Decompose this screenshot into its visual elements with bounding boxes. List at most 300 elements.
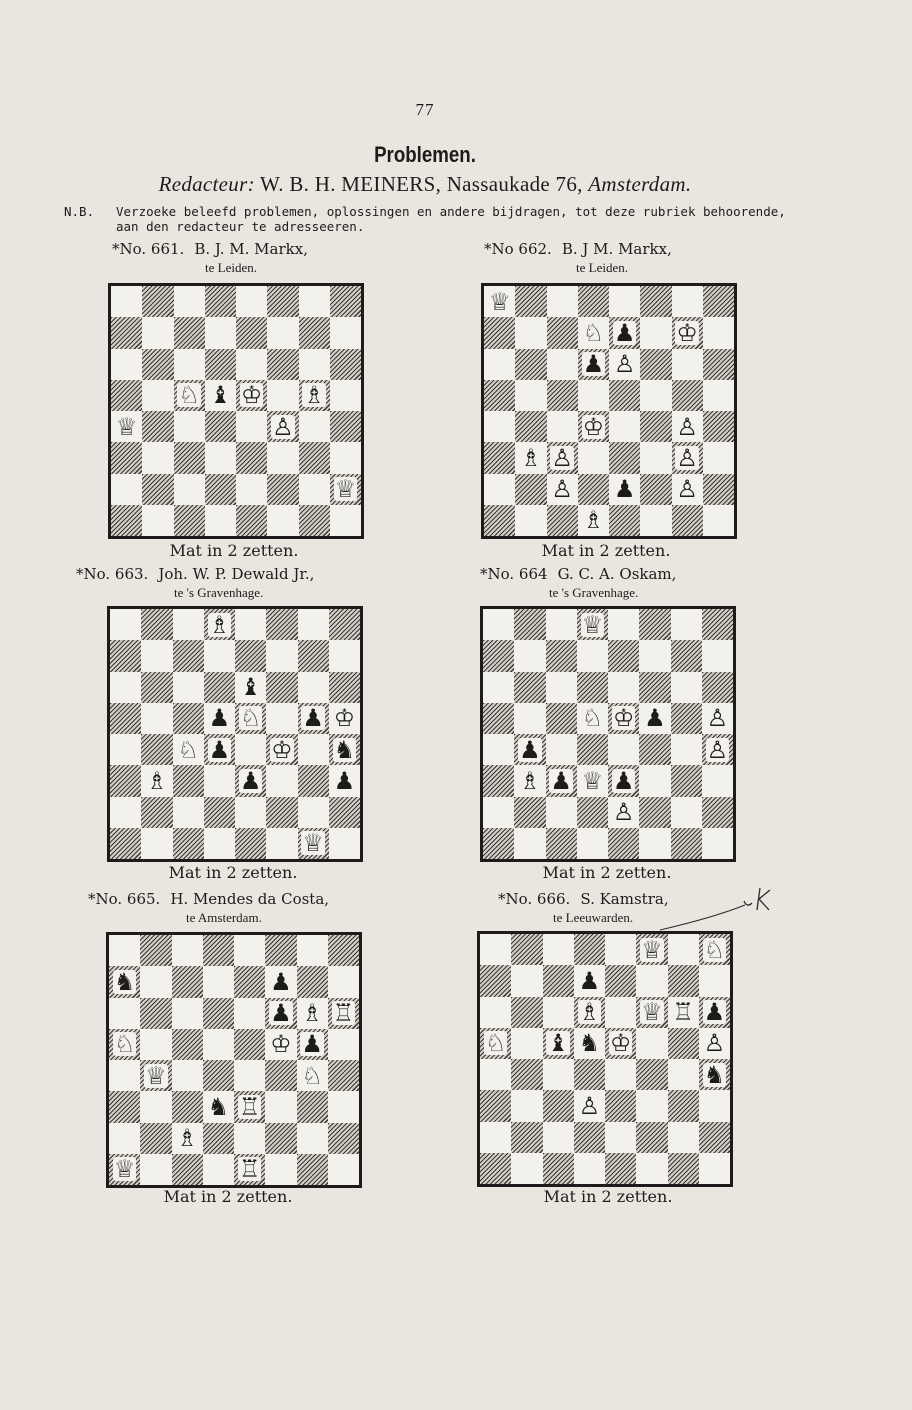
board-square bbox=[234, 966, 265, 997]
board-square bbox=[172, 935, 203, 966]
board-square bbox=[172, 966, 203, 997]
board-square bbox=[483, 765, 514, 796]
problem-town: te Leiden. bbox=[205, 260, 257, 275]
white-pawn-icon: ♙ bbox=[676, 412, 698, 441]
board-square bbox=[299, 380, 330, 411]
board-square bbox=[297, 1060, 328, 1091]
board-square bbox=[140, 1060, 171, 1091]
board-square bbox=[173, 703, 204, 734]
board-square bbox=[671, 734, 702, 765]
black-pawn-icon: ♟ bbox=[519, 735, 541, 764]
board-square bbox=[142, 286, 173, 317]
board-square bbox=[265, 1154, 296, 1185]
board-square bbox=[668, 1028, 699, 1059]
board-square bbox=[578, 317, 609, 348]
board-square bbox=[672, 349, 703, 380]
board-square bbox=[547, 317, 578, 348]
board-square bbox=[109, 1029, 140, 1060]
board-square bbox=[609, 442, 640, 473]
board-square bbox=[173, 765, 204, 796]
board-square bbox=[578, 349, 609, 380]
board-square bbox=[329, 609, 360, 640]
board-square bbox=[546, 734, 577, 765]
board-square bbox=[265, 1123, 296, 1154]
board-square bbox=[204, 734, 235, 765]
board-square bbox=[515, 505, 546, 536]
board-square bbox=[173, 672, 204, 703]
problem-header bbox=[112, 240, 372, 258]
board-square bbox=[330, 317, 361, 348]
board-square bbox=[574, 1028, 605, 1059]
board-square bbox=[609, 317, 640, 348]
board-square bbox=[298, 797, 329, 828]
board-square bbox=[172, 998, 203, 1029]
white-king-icon: ♔ bbox=[240, 381, 263, 410]
board-square bbox=[328, 1154, 359, 1185]
board-square bbox=[639, 765, 670, 796]
board-square bbox=[109, 998, 140, 1029]
board-square bbox=[110, 703, 141, 734]
board-square bbox=[547, 505, 578, 536]
board-square bbox=[672, 286, 703, 317]
board-square bbox=[265, 1029, 296, 1060]
black-knight-icon: ♞ bbox=[333, 735, 356, 764]
board-square bbox=[543, 1028, 574, 1059]
board-square bbox=[703, 349, 734, 380]
board-square bbox=[205, 505, 236, 536]
white-pawn-icon: ♙ bbox=[612, 798, 635, 827]
board-square bbox=[703, 380, 734, 411]
board-square bbox=[142, 442, 173, 473]
board-square bbox=[699, 1153, 730, 1184]
board-square bbox=[480, 1028, 511, 1059]
board-square bbox=[174, 411, 205, 442]
board-square bbox=[109, 1091, 140, 1122]
board-square bbox=[299, 411, 330, 442]
board-square bbox=[299, 317, 330, 348]
white-bishop-icon: ♗ bbox=[520, 443, 542, 472]
board-square bbox=[514, 672, 545, 703]
black-pawn-icon: ♟ bbox=[270, 967, 292, 996]
board-square bbox=[111, 286, 142, 317]
white-rook-icon: ♖ bbox=[672, 998, 694, 1027]
board-square bbox=[174, 442, 205, 473]
board-square bbox=[205, 442, 236, 473]
problem-town: te Leeuwarden. bbox=[553, 910, 634, 925]
board-square bbox=[639, 703, 670, 734]
board-square bbox=[173, 797, 204, 828]
board-square bbox=[235, 734, 266, 765]
board-square bbox=[235, 828, 266, 859]
board-square bbox=[111, 505, 142, 536]
white-rook-icon: ♖ bbox=[238, 1092, 261, 1121]
board-square bbox=[484, 286, 515, 317]
board-square bbox=[511, 1090, 542, 1121]
board-square bbox=[111, 380, 142, 411]
board-square bbox=[141, 828, 172, 859]
board-square bbox=[515, 380, 546, 411]
note-text: Verzoeke beleefd problemen, oplossingen en andere bijdragen, tot deze rubriek behoorende, aan den redacteur te adresseeren. bbox=[116, 204, 786, 234]
board-square bbox=[484, 474, 515, 505]
board-square bbox=[109, 1154, 140, 1185]
board-square bbox=[605, 934, 636, 965]
board-square bbox=[203, 935, 234, 966]
board-square bbox=[204, 765, 235, 796]
problem-number: *No. 665. bbox=[88, 890, 161, 908]
black-pawn-icon: ♟ bbox=[703, 998, 726, 1027]
board-square bbox=[546, 828, 577, 859]
board-square bbox=[514, 828, 545, 859]
board-square bbox=[703, 286, 734, 317]
board-square bbox=[605, 997, 636, 1028]
problem-number: *No 662. bbox=[484, 240, 552, 258]
board-square bbox=[547, 474, 578, 505]
board-square bbox=[172, 1060, 203, 1091]
board-square bbox=[640, 317, 671, 348]
board-square bbox=[609, 411, 640, 442]
board-square bbox=[574, 997, 605, 1028]
board-square bbox=[703, 474, 734, 505]
board-square bbox=[608, 672, 639, 703]
board-square bbox=[235, 703, 266, 734]
board-square bbox=[636, 1028, 667, 1059]
black-pawn-icon: ♟ bbox=[644, 704, 666, 733]
board-square bbox=[142, 474, 173, 505]
board-square bbox=[174, 317, 205, 348]
white-queen-icon: ♕ bbox=[334, 475, 357, 504]
board-square bbox=[236, 411, 267, 442]
white-queen-icon: ♕ bbox=[302, 829, 324, 858]
board-square bbox=[141, 640, 172, 671]
black-pawn-icon: ♟ bbox=[301, 1030, 323, 1059]
board-square bbox=[546, 609, 577, 640]
board-square bbox=[672, 317, 703, 348]
board-square bbox=[298, 640, 329, 671]
board-square bbox=[140, 966, 171, 997]
white-knight-icon: ♘ bbox=[582, 318, 605, 347]
problem-number: *No. 666. bbox=[498, 890, 571, 908]
board-square bbox=[204, 797, 235, 828]
board-square bbox=[236, 317, 267, 348]
white-bishop-icon: ♗ bbox=[582, 506, 605, 535]
board-square bbox=[235, 640, 266, 671]
board-square bbox=[234, 1029, 265, 1060]
black-pawn-icon: ♟ bbox=[613, 318, 636, 347]
white-bishop-icon: ♗ bbox=[176, 1124, 198, 1153]
board-square bbox=[483, 609, 514, 640]
board-square bbox=[205, 349, 236, 380]
board-square bbox=[266, 797, 297, 828]
board-square bbox=[266, 672, 297, 703]
board-square bbox=[330, 349, 361, 380]
board-square bbox=[577, 609, 608, 640]
board-square bbox=[236, 442, 267, 473]
board-square bbox=[672, 505, 703, 536]
board-square bbox=[671, 703, 702, 734]
problem-caption: Mat in 2 zetten. bbox=[541, 541, 671, 560]
board-square bbox=[267, 474, 298, 505]
white-knight-icon: ♘ bbox=[581, 704, 604, 733]
board-square bbox=[235, 765, 266, 796]
board-square bbox=[110, 640, 141, 671]
board-square bbox=[703, 505, 734, 536]
board-square bbox=[329, 828, 360, 859]
board-square bbox=[636, 1059, 667, 1090]
board-square bbox=[328, 1091, 359, 1122]
board-square bbox=[236, 380, 267, 411]
board-square bbox=[511, 1028, 542, 1059]
board-square bbox=[298, 703, 329, 734]
board-square bbox=[329, 797, 360, 828]
board-square bbox=[299, 442, 330, 473]
board-square bbox=[672, 474, 703, 505]
board-square bbox=[109, 966, 140, 997]
board-square bbox=[514, 640, 545, 671]
chess-board bbox=[106, 932, 362, 1188]
board-square bbox=[702, 609, 733, 640]
problem-header bbox=[480, 565, 740, 583]
white-bishop-icon: ♗ bbox=[303, 381, 325, 410]
board-square bbox=[699, 997, 730, 1028]
board-square bbox=[174, 474, 205, 505]
board-square bbox=[173, 734, 204, 765]
white-knight-icon: ♘ bbox=[703, 935, 726, 964]
board-square bbox=[605, 965, 636, 996]
board-square bbox=[329, 734, 360, 765]
board-square bbox=[609, 286, 640, 317]
board-square bbox=[609, 380, 640, 411]
board-square bbox=[234, 1123, 265, 1154]
problem-number: *No. 664 bbox=[480, 565, 548, 583]
black-bishop-icon: ♝ bbox=[209, 381, 232, 410]
editor-line bbox=[0, 172, 850, 197]
board-square bbox=[702, 734, 733, 765]
board-square bbox=[298, 828, 329, 859]
board-square bbox=[267, 349, 298, 380]
board-square bbox=[578, 442, 609, 473]
board-square bbox=[578, 411, 609, 442]
board-square bbox=[546, 765, 577, 796]
board-square bbox=[480, 1153, 511, 1184]
board-square bbox=[330, 505, 361, 536]
board-square bbox=[574, 1153, 605, 1184]
problem-composer: B. J M. Markx, bbox=[561, 240, 672, 258]
white-knight-icon: ♘ bbox=[178, 381, 200, 410]
black-pawn-icon: ♟ bbox=[612, 766, 635, 795]
white-pawn-icon: ♙ bbox=[706, 704, 729, 733]
board-square bbox=[577, 828, 608, 859]
problem-caption: Mat in 2 zetten. bbox=[543, 1187, 673, 1206]
black-knight-icon: ♞ bbox=[578, 1029, 601, 1058]
board-square bbox=[140, 1091, 171, 1122]
board-square bbox=[483, 797, 514, 828]
board-square bbox=[266, 609, 297, 640]
board-square bbox=[329, 765, 360, 796]
board-square bbox=[514, 703, 545, 734]
board-square bbox=[514, 734, 545, 765]
problem-composer: Joh. W. P. Dewald Jr., bbox=[158, 565, 315, 583]
board-square bbox=[141, 703, 172, 734]
board-square bbox=[608, 765, 639, 796]
board-square bbox=[639, 672, 670, 703]
board-square bbox=[640, 349, 671, 380]
problem-composer: B. J. M. Markx, bbox=[194, 240, 308, 258]
board-square bbox=[110, 734, 141, 765]
board-square bbox=[142, 411, 173, 442]
board-square bbox=[484, 349, 515, 380]
white-bishop-icon: ♗ bbox=[208, 610, 231, 639]
white-knight-icon: ♘ bbox=[484, 1029, 507, 1058]
board-square bbox=[203, 1091, 234, 1122]
board-square bbox=[328, 998, 359, 1029]
board-square bbox=[608, 640, 639, 671]
board-square bbox=[480, 965, 511, 996]
board-square bbox=[640, 380, 671, 411]
problem-caption: Mat in 2 zetten. bbox=[163, 1187, 293, 1206]
board-square bbox=[174, 349, 205, 380]
board-square bbox=[330, 411, 361, 442]
white-queen-icon: ♕ bbox=[641, 998, 663, 1027]
board-square bbox=[329, 703, 360, 734]
problem-composer: H. Mendes da Costa, bbox=[170, 890, 330, 908]
black-knight-icon: ♞ bbox=[703, 1060, 726, 1089]
board-square bbox=[605, 1122, 636, 1153]
black-knight-icon: ♞ bbox=[207, 1092, 230, 1121]
board-square bbox=[668, 1153, 699, 1184]
board-square bbox=[639, 797, 670, 828]
board-square bbox=[702, 703, 733, 734]
problem-composer: S. Kamstra, bbox=[580, 890, 669, 908]
board-square bbox=[515, 317, 546, 348]
board-square bbox=[204, 703, 235, 734]
white-king-icon: ♔ bbox=[271, 735, 293, 764]
board-square bbox=[577, 672, 608, 703]
white-queen-icon: ♕ bbox=[115, 412, 138, 441]
board-square bbox=[172, 1154, 203, 1185]
board-square bbox=[204, 640, 235, 671]
board-square bbox=[266, 640, 297, 671]
board-square bbox=[266, 734, 297, 765]
board-square bbox=[111, 349, 142, 380]
white-pawn-icon: ♙ bbox=[578, 1091, 601, 1120]
white-rook-icon: ♖ bbox=[332, 999, 355, 1028]
black-pawn-icon: ♟ bbox=[302, 704, 324, 733]
board-square bbox=[267, 442, 298, 473]
board-square bbox=[174, 286, 205, 317]
problem-header bbox=[88, 890, 348, 908]
board-square bbox=[577, 734, 608, 765]
board-square bbox=[329, 640, 360, 671]
board-square bbox=[142, 349, 173, 380]
board-square bbox=[577, 797, 608, 828]
board-square bbox=[672, 442, 703, 473]
board-square bbox=[543, 934, 574, 965]
board-square bbox=[265, 966, 296, 997]
board-square bbox=[511, 1059, 542, 1090]
editor-street: Nassaukade 76, bbox=[446, 172, 583, 196]
black-pawn-icon: ♟ bbox=[550, 766, 572, 795]
board-square bbox=[328, 935, 359, 966]
board-square bbox=[702, 828, 733, 859]
board-square bbox=[299, 474, 330, 505]
editor-name: W. B. H. MEINERS, bbox=[260, 172, 442, 196]
board-square bbox=[142, 380, 173, 411]
board-square bbox=[483, 828, 514, 859]
white-queen-icon: ♕ bbox=[113, 1155, 136, 1184]
board-square bbox=[110, 672, 141, 703]
board-square bbox=[299, 349, 330, 380]
board-square bbox=[671, 640, 702, 671]
white-knight-icon: ♘ bbox=[113, 1030, 136, 1059]
board-square bbox=[330, 442, 361, 473]
board-square bbox=[297, 1154, 328, 1185]
board-square bbox=[173, 609, 204, 640]
board-square bbox=[514, 765, 545, 796]
white-knight-icon: ♘ bbox=[177, 735, 199, 764]
board-square bbox=[543, 997, 574, 1028]
board-square bbox=[511, 997, 542, 1028]
board-square bbox=[298, 609, 329, 640]
black-knight-icon: ♞ bbox=[113, 967, 136, 996]
problem-caption: Mat in 2 zetten. bbox=[542, 863, 672, 882]
board-square bbox=[514, 797, 545, 828]
board-square bbox=[515, 474, 546, 505]
white-pawn-icon: ♙ bbox=[551, 475, 573, 504]
board-square bbox=[110, 828, 141, 859]
white-pawn-icon: ♙ bbox=[706, 735, 729, 764]
board-square bbox=[484, 380, 515, 411]
board-square bbox=[140, 935, 171, 966]
board-square bbox=[111, 317, 142, 348]
board-square bbox=[234, 1060, 265, 1091]
board-square bbox=[546, 797, 577, 828]
board-square bbox=[699, 1090, 730, 1121]
board-square bbox=[699, 965, 730, 996]
board-square bbox=[578, 474, 609, 505]
white-knight-icon: ♘ bbox=[301, 1061, 323, 1090]
board-square bbox=[640, 505, 671, 536]
page-title: Problemen. bbox=[374, 142, 476, 167]
board-square bbox=[140, 1123, 171, 1154]
white-pawn-icon: ♙ bbox=[676, 475, 698, 504]
page-number: 77 bbox=[415, 100, 435, 119]
board-square bbox=[205, 317, 236, 348]
board-square bbox=[543, 1122, 574, 1153]
board-square bbox=[668, 1090, 699, 1121]
board-square bbox=[671, 609, 702, 640]
board-square bbox=[574, 1090, 605, 1121]
board-square bbox=[142, 505, 173, 536]
black-bishop-icon: ♝ bbox=[239, 673, 262, 702]
board-square bbox=[703, 411, 734, 442]
board-square bbox=[111, 474, 142, 505]
white-king-icon: ♔ bbox=[609, 1029, 632, 1058]
black-pawn-icon: ♟ bbox=[208, 704, 231, 733]
black-pawn-icon: ♟ bbox=[578, 966, 601, 995]
board-square bbox=[203, 1123, 234, 1154]
white-bishop-icon: ♗ bbox=[578, 998, 601, 1027]
board-square bbox=[636, 1153, 667, 1184]
board-square bbox=[671, 765, 702, 796]
white-king-icon: ♔ bbox=[333, 704, 356, 733]
white-king-icon: ♔ bbox=[582, 412, 605, 441]
board-square bbox=[141, 797, 172, 828]
board-square bbox=[266, 765, 297, 796]
board-square bbox=[141, 672, 172, 703]
chess-board bbox=[107, 606, 363, 862]
board-square bbox=[236, 474, 267, 505]
board-square bbox=[640, 286, 671, 317]
